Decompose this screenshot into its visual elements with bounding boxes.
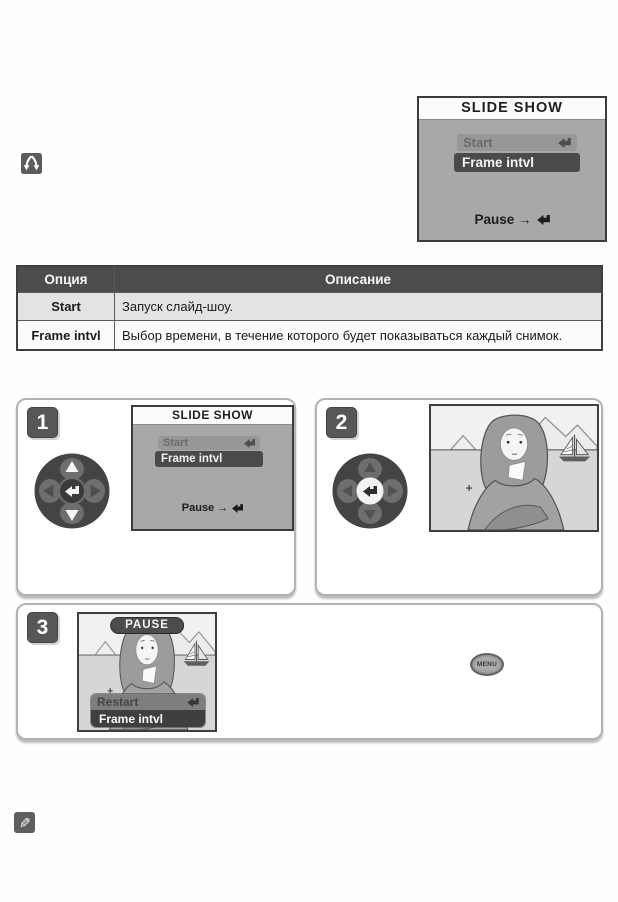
menu-item-restart [91, 694, 205, 710]
option-cell: Start [18, 293, 115, 320]
screen-title: SLIDE SHOW [133, 407, 292, 425]
step-number-badge: 3 [27, 612, 58, 643]
step-number-badge: 2 [326, 407, 357, 438]
column-header-description: Описание [324, 272, 392, 287]
screen-body [419, 120, 605, 241]
pause-hint-label: Pause → [474, 212, 532, 227]
slideshow-icon [21, 153, 42, 174]
pause-hint [419, 212, 605, 227]
enter-icon [244, 439, 255, 448]
screen-body [133, 425, 292, 530]
menu-item-label: Restart [97, 695, 139, 709]
screen-title: SLIDE SHOW [419, 98, 605, 120]
photo-illustration [431, 406, 597, 530]
step-panel-2 [315, 398, 603, 596]
menu-item-frame-intvl [155, 451, 263, 467]
menu-item-label: Start [163, 437, 189, 449]
multi-selector-center-pressed-icon [332, 453, 408, 529]
menu-item-label: Frame intvl [99, 711, 164, 726]
pause-hint [133, 502, 292, 514]
step-panel-1 [16, 398, 296, 596]
camera-screen-pause [77, 612, 217, 732]
menu-item-start [158, 436, 260, 450]
menu-item-label: Start [463, 135, 493, 150]
enter-icon [187, 698, 199, 707]
camera-screen-slideshow [417, 96, 607, 242]
camera-screen-slideshow-small [131, 405, 294, 531]
pause-menu-overlay [91, 694, 205, 727]
pencil-note-icon [14, 812, 35, 833]
step-number-badge: 1 [27, 407, 58, 438]
pause-hint-label: Pause → [181, 502, 229, 514]
menu-button-icon: MENU [470, 653, 504, 676]
multi-selector-icon [34, 453, 110, 529]
enter-icon [558, 138, 571, 148]
menu-item-start [457, 134, 577, 151]
enter-icon [232, 504, 243, 513]
menu-item-frame-intvl [454, 153, 580, 172]
slideshow-photo [429, 404, 599, 532]
step-panel-3 [16, 603, 603, 740]
enter-icon [537, 215, 550, 225]
menu-item-frame-intvl [91, 710, 205, 727]
description-cell: Запуск слайд-шоу. [122, 299, 234, 314]
pencil-glyph: ✎ [18, 814, 31, 831]
menu-item-label: Frame intvl [161, 453, 223, 465]
table-header-row [18, 267, 601, 292]
table-row [18, 292, 601, 320]
description-cell: Выбор времени, в течение которого будет показываться каждый снимок. [122, 327, 563, 343]
option-cell: Frame intvl [18, 321, 115, 349]
table-row [18, 320, 601, 349]
options-table [16, 265, 603, 351]
menu-item-label: Frame intvl [462, 155, 535, 170]
column-header-option: Опция [18, 267, 115, 292]
pause-status-badge: PAUSE [110, 617, 184, 634]
